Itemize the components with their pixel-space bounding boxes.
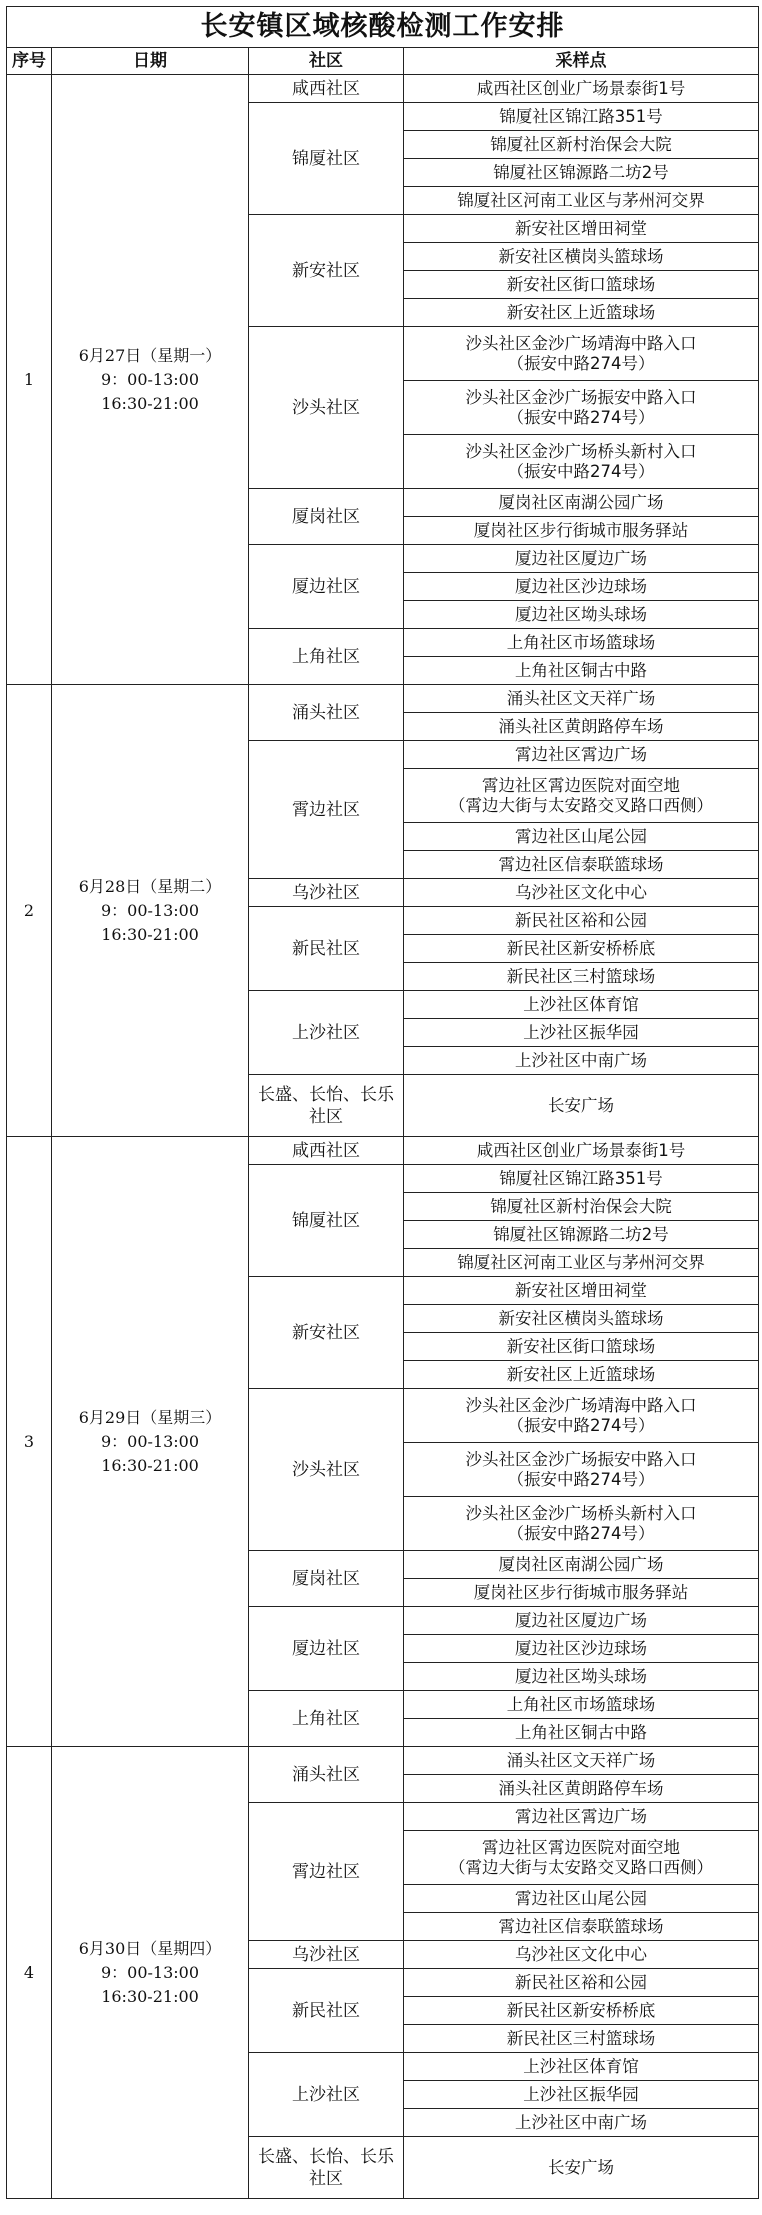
sampling-site xyxy=(404,2109,759,2137)
site-line: 锦厦社区新村治保会大院 xyxy=(490,1196,672,1216)
site-line: 咸西社区创业广场景泰街1号 xyxy=(476,78,686,98)
community-name: 锦厦社区 xyxy=(249,103,404,215)
site-line: 乌沙社区文化中心 xyxy=(515,882,647,902)
sampling-site xyxy=(404,1193,759,1221)
site-line: 新民社区新安桥桥底 xyxy=(506,2000,656,2020)
community-name: 乌沙社区 xyxy=(249,1941,404,1969)
date-line: 9：00-13:00 xyxy=(100,369,200,389)
sampling-site xyxy=(404,489,759,517)
sampling-site xyxy=(404,1361,759,1389)
site-line: 厦边社区厦边广场 xyxy=(515,1610,647,1630)
site-line: 上沙社区体育馆 xyxy=(523,994,639,1014)
site-line: 沙头社区金沙广场靖海中路入口 xyxy=(465,333,697,353)
community-name: 新民社区 xyxy=(249,907,404,991)
table-row xyxy=(7,1747,759,1775)
site-line: 锦厦社区河南工业区与茅州河交界 xyxy=(457,190,705,210)
sampling-site xyxy=(404,601,759,629)
site-line: 厦边社区沙边球场 xyxy=(515,576,647,596)
community-name: 沙头社区 xyxy=(249,327,404,489)
sampling-site xyxy=(404,299,759,327)
sampling-site xyxy=(404,1305,759,1333)
site-line: 厦边社区坳头球场 xyxy=(515,1666,647,1686)
site-line: 锦厦社区锦源路二坊2号 xyxy=(493,162,669,182)
sampling-site xyxy=(404,243,759,271)
site-line: 涌头社区黄朗路停车场 xyxy=(498,716,664,736)
sampling-site xyxy=(404,1551,759,1579)
site-line: 霄边社区霄边广场 xyxy=(515,1806,647,1826)
sampling-site xyxy=(404,907,759,935)
sampling-site xyxy=(404,685,759,713)
date-line: 9：00-13:00 xyxy=(100,1431,200,1451)
sampling-site xyxy=(404,1165,759,1193)
table-row xyxy=(7,685,759,713)
site-line: 霄边社区霄边广场 xyxy=(515,744,647,764)
community-name: 厦边社区 xyxy=(249,545,404,629)
site-line: 沙头社区金沙广场振安中路入口 xyxy=(465,387,697,407)
schedule-sheet xyxy=(6,6,758,2199)
group-date xyxy=(52,1747,249,2199)
header-no: 序号 xyxy=(7,48,52,75)
site-line: 厦边社区坳头球场 xyxy=(515,604,647,624)
header-community: 社区 xyxy=(249,48,404,75)
sampling-site xyxy=(404,1047,759,1075)
site-line: （振安中路274号） xyxy=(507,1469,655,1489)
site-line: 上角社区市场篮球场 xyxy=(506,632,656,652)
table-row xyxy=(7,1137,759,1165)
site-line: 新民社区裕和公园 xyxy=(515,910,647,930)
site-line: 厦岗社区步行街城市服务驿站 xyxy=(473,1582,689,1602)
sampling-site xyxy=(404,1913,759,1941)
community-name: 锦厦社区 xyxy=(249,1165,404,1277)
group-date xyxy=(52,685,249,1137)
sampling-site xyxy=(404,215,759,243)
table-row xyxy=(7,75,759,103)
sampling-site xyxy=(404,1221,759,1249)
date-line: 6月27日（星期一） xyxy=(78,345,222,365)
community-name: 涌头社区 xyxy=(249,1747,404,1803)
community-name: 霄边社区 xyxy=(249,741,404,879)
community-name: 咸西社区 xyxy=(249,1137,404,1165)
site-line: 上沙社区体育馆 xyxy=(523,2056,639,2076)
site-line: 霄边社区信泰联篮球场 xyxy=(498,854,664,874)
group-number: 2 xyxy=(7,685,52,1137)
community-name: 上角社区 xyxy=(249,629,404,685)
site-line: 咸西社区创业广场景泰街1号 xyxy=(476,1140,686,1160)
sampling-site xyxy=(404,1969,759,1997)
date-line: 16:30-21:00 xyxy=(101,393,199,413)
sampling-site xyxy=(404,769,759,823)
sampling-site xyxy=(404,935,759,963)
site-line: 长安广场 xyxy=(548,2157,614,2177)
date-line: 9：00-13:00 xyxy=(100,1962,200,1982)
group-number: 3 xyxy=(7,1137,52,1747)
sampling-site xyxy=(404,1691,759,1719)
group-number: 1 xyxy=(7,75,52,685)
sampling-site xyxy=(404,103,759,131)
group-date xyxy=(52,75,249,685)
sampling-site xyxy=(404,629,759,657)
site-line: 锦厦社区锦江路351号 xyxy=(499,106,663,126)
page-title: 长安镇区域核酸检测工作安排 xyxy=(7,7,759,48)
date-line: 6月30日（星期四） xyxy=(78,1938,222,1958)
site-line: 新安社区上近篮球场 xyxy=(506,1364,656,1384)
sampling-site xyxy=(404,1831,759,1885)
sampling-site xyxy=(404,1137,759,1165)
sampling-site xyxy=(404,2081,759,2109)
sampling-site xyxy=(404,271,759,299)
community-name: 新安社区 xyxy=(249,215,404,327)
sampling-site xyxy=(404,657,759,685)
community-name: 上角社区 xyxy=(249,1691,404,1747)
site-line: 锦厦社区锦源路二坊2号 xyxy=(493,1224,669,1244)
site-line: 新安社区横岗头篮球场 xyxy=(498,246,664,266)
header-date: 日期 xyxy=(52,48,249,75)
sampling-site xyxy=(404,879,759,907)
site-line: 新安社区街口篮球场 xyxy=(506,274,656,294)
site-line: （霄边大街与太安路交叉路口西侧） xyxy=(449,1857,713,1877)
site-line: 厦边社区沙边球场 xyxy=(515,1638,647,1658)
site-line: （振安中路274号） xyxy=(507,1415,655,1435)
community-name: 乌沙社区 xyxy=(249,879,404,907)
community-name: 新民社区 xyxy=(249,1969,404,2053)
site-line: 新安社区横岗头篮球场 xyxy=(498,1308,664,1328)
site-line: 厦岗社区南湖公园广场 xyxy=(498,492,664,512)
schedule-table xyxy=(6,6,759,2199)
sampling-site xyxy=(404,2137,759,2199)
sampling-site xyxy=(404,131,759,159)
sampling-site xyxy=(404,381,759,435)
sampling-site xyxy=(404,187,759,215)
sampling-site xyxy=(404,545,759,573)
site-line: 乌沙社区文化中心 xyxy=(515,1944,647,1964)
sampling-site xyxy=(404,1333,759,1361)
community-name: 咸西社区 xyxy=(249,75,404,103)
site-line: 新安社区街口篮球场 xyxy=(506,1336,656,1356)
site-line: 上沙社区中南广场 xyxy=(515,1050,647,1070)
community-name: 厦岗社区 xyxy=(249,1551,404,1607)
date-line: 16:30-21:00 xyxy=(101,1986,199,2006)
date-line: 6月28日（星期二） xyxy=(78,876,222,896)
sampling-site xyxy=(404,2053,759,2081)
schedule-body xyxy=(7,75,759,2199)
site-line: 厦岗社区步行街城市服务驿站 xyxy=(473,520,689,540)
site-line: 霄边社区山尾公园 xyxy=(515,826,647,846)
sampling-site xyxy=(404,1885,759,1913)
site-line: 厦岗社区南湖公园广场 xyxy=(498,1554,664,1574)
date-line: 16:30-21:00 xyxy=(101,924,199,944)
sampling-site xyxy=(404,1579,759,1607)
sampling-site xyxy=(404,1277,759,1305)
site-line: 沙头社区金沙广场桥头新村入口 xyxy=(465,1503,697,1523)
sampling-site xyxy=(404,1775,759,1803)
site-line: 新安社区增田祠堂 xyxy=(515,1280,647,1300)
site-line: 新民社区裕和公园 xyxy=(515,1972,647,1992)
group-number: 4 xyxy=(7,1747,52,2199)
sampling-site xyxy=(404,713,759,741)
site-line: 涌头社区文天祥广场 xyxy=(506,1750,656,1770)
site-line: （霄边大街与太安路交叉路口西侧） xyxy=(449,795,713,815)
sampling-site xyxy=(404,963,759,991)
sampling-site xyxy=(404,1607,759,1635)
sampling-site xyxy=(404,1249,759,1277)
sampling-site xyxy=(404,851,759,879)
site-line: （振安中路274号） xyxy=(507,1523,655,1543)
community-name: 霄边社区 xyxy=(249,1803,404,1941)
site-line: 霄边社区霄边医院对面空地 xyxy=(482,775,680,795)
site-line: 新民社区三村篮球场 xyxy=(506,966,656,986)
site-line: 上沙社区中南广场 xyxy=(515,2112,647,2132)
sampling-site xyxy=(404,823,759,851)
sampling-site xyxy=(404,435,759,489)
sampling-site xyxy=(404,1663,759,1691)
sampling-site xyxy=(404,1019,759,1047)
sampling-site xyxy=(404,741,759,769)
community-name: 沙头社区 xyxy=(249,1389,404,1551)
site-line: 上角社区铜古中路 xyxy=(515,1722,647,1742)
group-date xyxy=(52,1137,249,1747)
sampling-site xyxy=(404,1389,759,1443)
sampling-site xyxy=(404,327,759,381)
site-line: 锦厦社区锦江路351号 xyxy=(499,1168,663,1188)
community-name: 厦岗社区 xyxy=(249,489,404,545)
site-line: 涌头社区黄朗路停车场 xyxy=(498,1778,664,1798)
date-line: 16:30-21:00 xyxy=(101,1455,199,1475)
community-name: 长盛、长怡、长乐社区 xyxy=(249,1075,404,1137)
date-line: 6月29日（星期三） xyxy=(78,1407,222,1427)
site-line: 沙头社区金沙广场靖海中路入口 xyxy=(465,1395,697,1415)
sampling-site xyxy=(404,1747,759,1775)
sampling-site xyxy=(404,1941,759,1969)
community-name: 上沙社区 xyxy=(249,991,404,1075)
sampling-site xyxy=(404,1803,759,1831)
site-line: 新民社区三村篮球场 xyxy=(506,2028,656,2048)
community-name: 上沙社区 xyxy=(249,2053,404,2137)
sampling-site xyxy=(404,1719,759,1747)
site-line: （振安中路274号） xyxy=(507,461,655,481)
site-line: 霄边社区山尾公园 xyxy=(515,1888,647,1908)
sampling-site xyxy=(404,75,759,103)
community-name: 涌头社区 xyxy=(249,685,404,741)
community-name: 长盛、长怡、长乐社区 xyxy=(249,2137,404,2199)
sampling-site xyxy=(404,517,759,545)
site-line: 涌头社区文天祥广场 xyxy=(506,688,656,708)
sampling-site xyxy=(404,1443,759,1497)
site-line: 霄边社区霄边医院对面空地 xyxy=(482,1837,680,1857)
site-line: 上沙社区振华园 xyxy=(523,2084,639,2104)
site-line: 沙头社区金沙广场振安中路入口 xyxy=(465,1449,697,1469)
site-line: 长安广场 xyxy=(548,1095,614,1115)
site-line: 新安社区上近篮球场 xyxy=(506,302,656,322)
sampling-site xyxy=(404,1997,759,2025)
site-line: 沙头社区金沙广场桥头新村入口 xyxy=(465,441,697,461)
site-line: 霄边社区信泰联篮球场 xyxy=(498,1916,664,1936)
sampling-site xyxy=(404,1635,759,1663)
community-name: 厦边社区 xyxy=(249,1607,404,1691)
site-line: 新安社区增田祠堂 xyxy=(515,218,647,238)
site-line: 锦厦社区河南工业区与茅州河交界 xyxy=(457,1252,705,1272)
sampling-site xyxy=(404,1075,759,1137)
site-line: 锦厦社区新村治保会大院 xyxy=(490,134,672,154)
header-site: 采样点 xyxy=(404,48,759,75)
community-name: 新安社区 xyxy=(249,1277,404,1389)
site-line: 上角社区市场篮球场 xyxy=(506,1694,656,1714)
sampling-site xyxy=(404,1497,759,1551)
site-line: （振安中路274号） xyxy=(507,407,655,427)
site-line: （振安中路274号） xyxy=(507,353,655,373)
sampling-site xyxy=(404,159,759,187)
sampling-site xyxy=(404,573,759,601)
sampling-site xyxy=(404,991,759,1019)
sampling-site xyxy=(404,2025,759,2053)
site-line: 厦边社区厦边广场 xyxy=(515,548,647,568)
site-line: 上沙社区振华园 xyxy=(523,1022,639,1042)
site-line: 上角社区铜古中路 xyxy=(515,660,647,680)
date-line: 9：00-13:00 xyxy=(100,900,200,920)
site-line: 新民社区新安桥桥底 xyxy=(506,938,656,958)
